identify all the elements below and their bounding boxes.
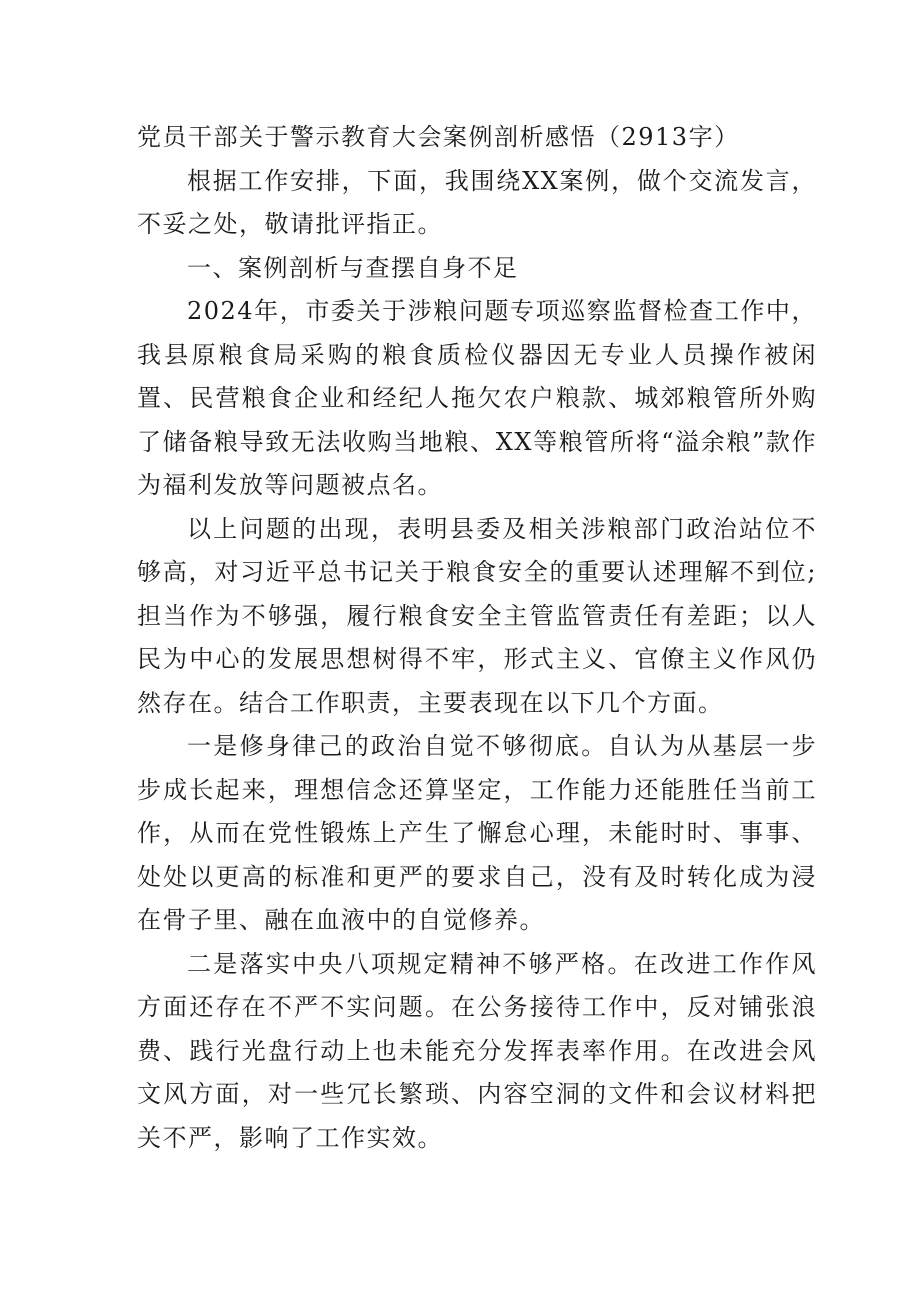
document-title: 党员干部关于警示教育大会案例剖析感悟（2913字） [137,123,740,151]
paragraph-intro: 根据工作安排，下面，我围绕XX案例，做个交流发言，不妥之处，敬请批评指正。 [137,166,817,238]
paragraph-point-one: 一是修身律己的政治自觉不够彻底。自认为从基层一步步成长起来，理想信念还算坚定，工作能力还能胜任当前工作，从而在党性锻炼上产生了懈怠心理，未能时时、事事、处处以更高的标准和更严的要求自己，没有及时转化成为浸在骨子里、融在血液中的自觉修养。 [137,732,817,934]
paragraph-analysis: 以上问题的出现，表明县委及相关涉粮部门政治站位不够高，对习近平总书记关于粮食安全的重要认述理解不到位;担当作为不够强，履行粮食安全主管监管责任有差距；以人民为中心的发展思想树得不牢，形式主义、官僚主义作风仍然存在。结合工作职责，主要表现在以下几个方面。 [137,514,817,717]
paragraph-case: 2024年，市委关于涉粮问题专项巡察监督检查工作中，我县原粮食局采购的粮食质检仪器因无专业人员操作被闲置、民营粮食企业和经纪人拖欠农户粮款、城郊粮管所外购了储备粮导致无法收购当地粮、XX等粮管所将“溢余粮”款作为福利发放等问题被点名。 [137,297,817,499]
paragraph-point-two: 二是落实中央八项规定精神不够严格。在改进工作作风方面还存在不严不实问题。在公务接待工作中，反对铺张浪费、践行光盘行动上也未能充分发挥表率作用。在改进会风文风方面，对一些冗长繁琐、内容空洞的文件和会议材料把关不严，影响了工作实效。 [137,949,817,1152]
document-body [137,116,817,1160]
section-heading: 一、案例剖析与查摆自身不足 [187,253,519,282]
